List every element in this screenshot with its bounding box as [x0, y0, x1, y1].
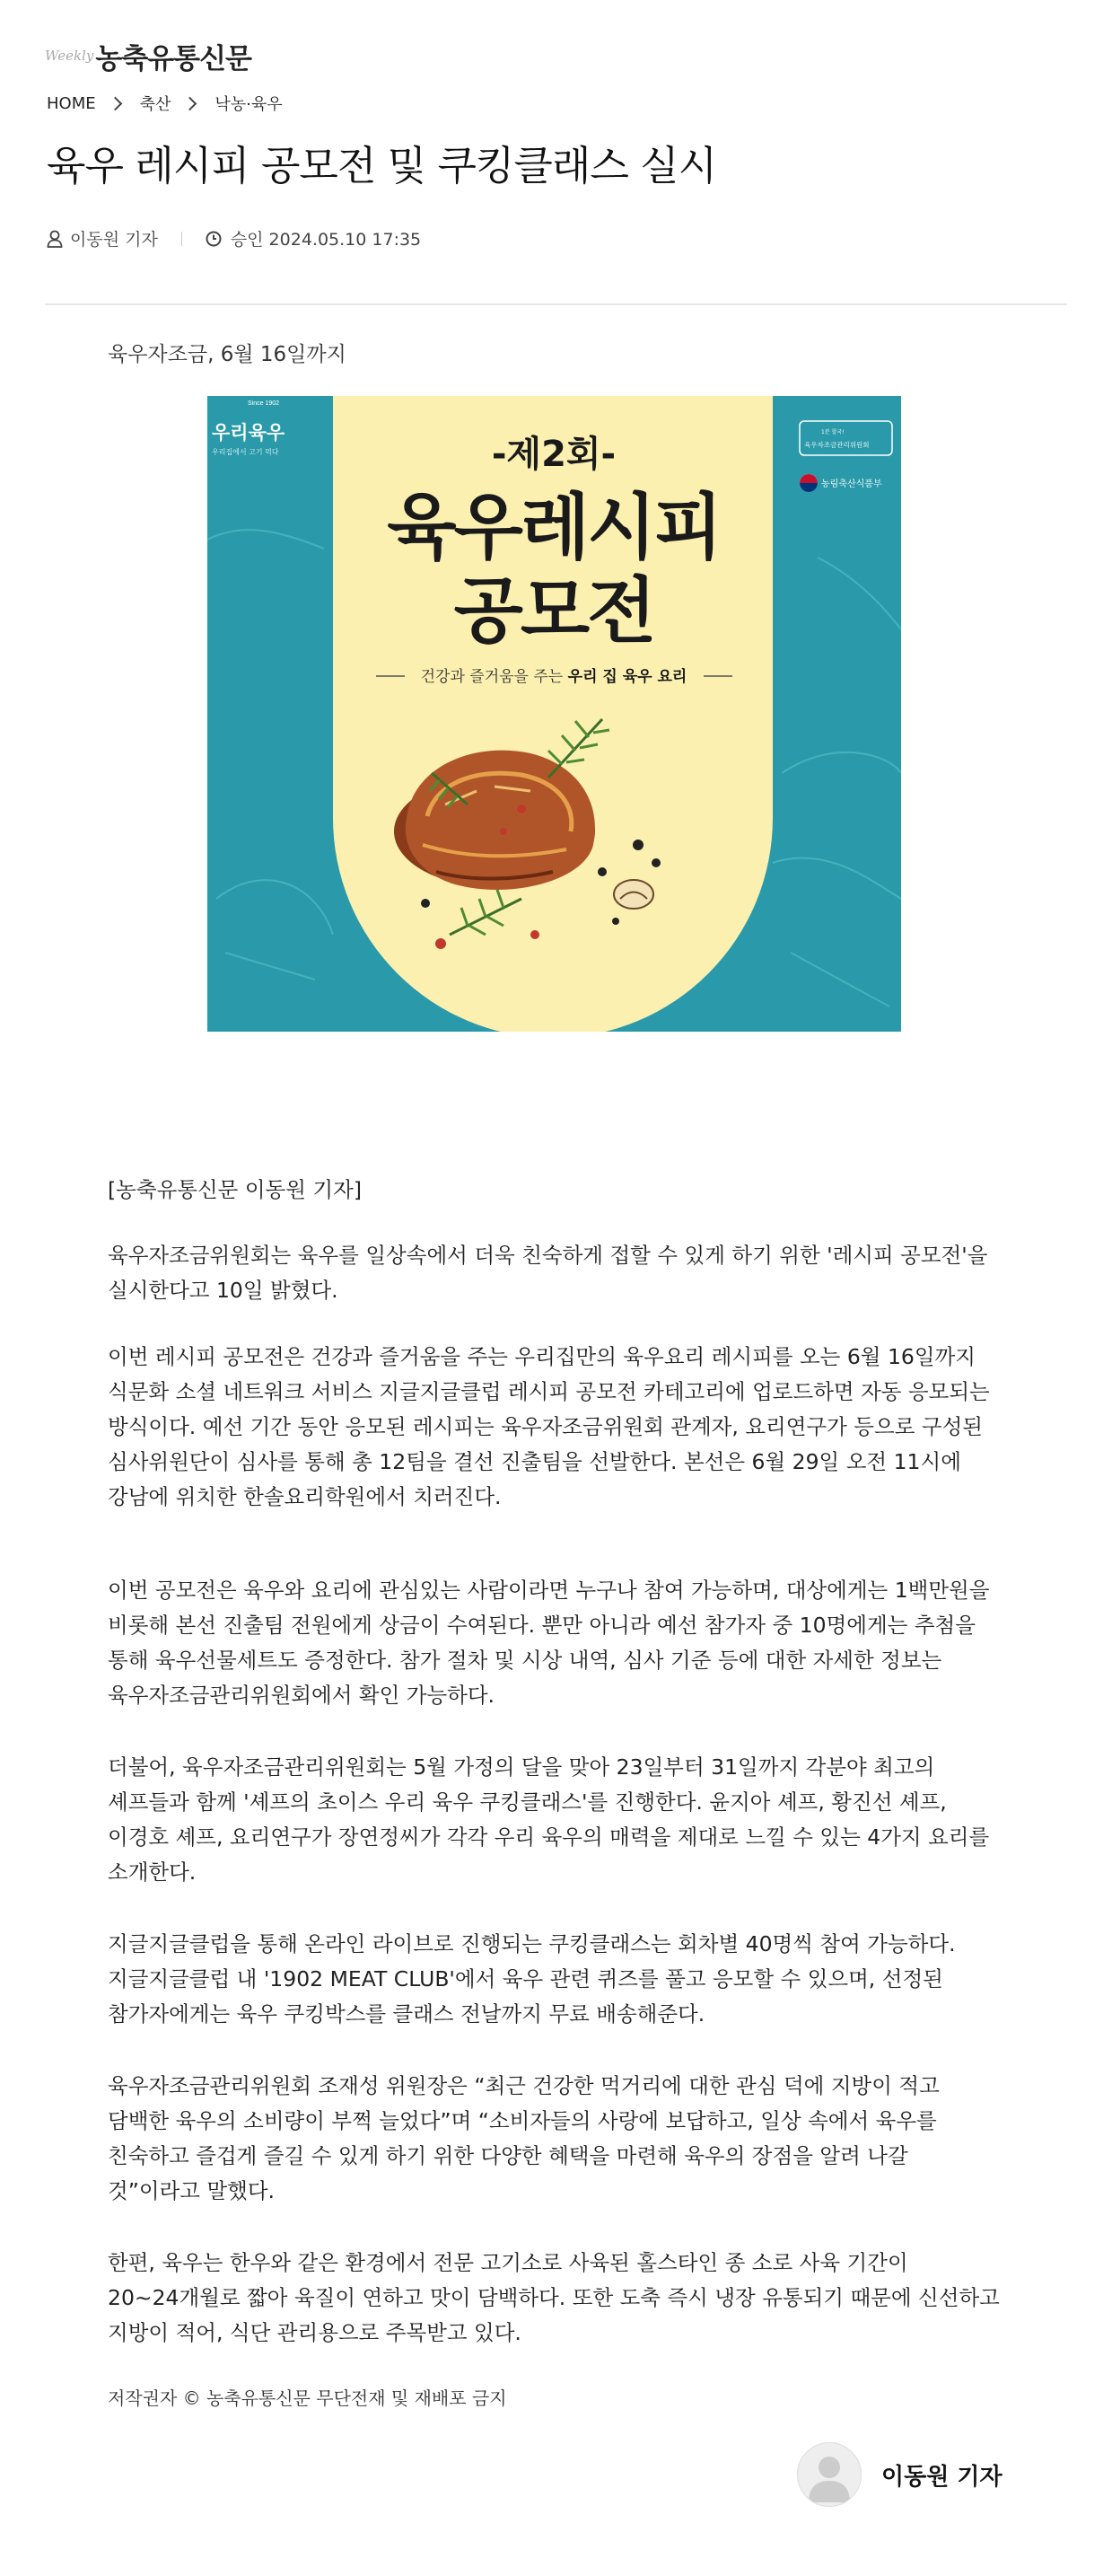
article-paragraph: [농축유통신문 이동원 기자] [108, 1177, 362, 1202]
poster-corner-tag-line1: 1분 할국! [821, 429, 845, 435]
copyright-notice: 저작권자 © 농축유통신문 무단전재 및 재배포 금지 [108, 2387, 507, 2409]
meta-divider [181, 232, 182, 246]
article-meta [47, 226, 421, 251]
logo-text: 농축유통신문 [95, 42, 251, 75]
author-label[interactable]: 이동원 기자 [70, 230, 158, 250]
author-name[interactable]: 이동원 기자 [881, 2463, 1003, 2491]
header-divider [45, 303, 1067, 305]
author-box[interactable] [797, 2442, 1003, 2507]
article-paragraph: 육우자조금관리위원회 조재성 위원장은 “최근 건강한 먹거리에 대한 관심 덕에 지방이 적고 담백한 육우의 소비량이 부쩍 늘었다”며 “소비자들의 사랑에 보답하고, 일상 속에서 육우를 친숙하고 즐겁게 즐길 수 있게 하기 위한 다양한 혜택을 마련해 육우의 장점을 알려 나갈 것”이라고 말했다. [108, 2073, 940, 2203]
article-paragraph: 한편, 육우는 한우와 같은 환경에서 전문 고기소로 사육된 홀스타인 종 소로 사육 기간이 20~24개월로 짧아 육질이 연하고 맛이 담백하다. 또한 도축 즉시 냉장 유통되기 때문에 신선하고 지방이 적어, 식단 관리용으로 주목받고 있다. [108, 2250, 1000, 2345]
article-paragraph: 이번 레시피 공모전은 건강과 즐거움을 주는 우리집만의 육우요리 레시피를 오는 6월 16일까지 식문화 소셜 네트워크 서비스 지글지글클럽 레시피 공모전 카테고리에 업로드하면 자동 응모되는 방식이다. 예선 기간 동안 응모된 레시피는 육우자조금위원회 관계자, 요리연구가 등으로 구성된 심사위원단이 심사를 통해 총 12팀을 결선 진출팀을 선발한다. 본선은 6월 29일 오전 11시에 강남에 위치한 한솔요리학원에서 치러진다. [108, 1344, 990, 1509]
breadcrumb [47, 92, 283, 115]
approved-date: 승인 2024.05.10 17:35 [230, 230, 422, 250]
article-paragraph: 육우자조금위원회는 육우를 일상속에서 더욱 친숙하게 접할 수 있게 하기 위한 '레시피 공모전'을 실시한다고 10일 밝혔다. [108, 1243, 988, 1303]
poster-tagline: 건강과 즐거움을 주는 우리 집 육우 요리 [420, 668, 687, 686]
poster-edition: -제2회- [491, 434, 617, 475]
poster-headline-2: 공모전 [453, 569, 654, 653]
chevron-right-icon [183, 96, 197, 110]
breadcrumb-dairy-beef[interactable]: 낙농·육우 [215, 95, 283, 114]
avatar-placeholder-icon [798, 2443, 861, 2506]
breadcrumb-home[interactable]: HOME [47, 93, 96, 113]
clock-icon [206, 231, 222, 247]
article-paragraph: 더불어, 육우자조금관리위원회는 5월 가정의 달을 맞아 23일부터 31일까지 각분야 최고의 셰프들과 함께 '셰프의 초이스 우리 육우 쿠킹클래스'를 진행한다. 윤지아 셰프, 황진선 셰프, 이경호 셰프, 요리연구가 장연정씨가 각각 우리 육우의 매력을 제대로 느낄 수 있는 4가지 요리를 소개한다. [108, 1754, 990, 1885]
article-paragraph: 이번 공모전은 육우와 요리에 관심있는 사람이라면 누구나 참여 가능하며, 대상에게는 1백만원을 비롯해 본선 진출팀 전원에게 상금이 수여된다. 뿐만 아니라 예선 참가자 중 10명에게는 추첨을 통해 육우선물세트도 증정한다. 참가 절차 및 시상 내역, 심사 기준 등에 대한 자세한 정보는 육우자조금관리위원회에서 확인 가능하다. [108, 1578, 990, 1708]
user-icon [47, 230, 63, 248]
article-subtitle: 육우자조금, 6월 16일까지 [108, 343, 346, 366]
poster-ministry: 농림축산식품부 [821, 479, 882, 489]
avatar [797, 2442, 862, 2507]
logo-script: Weekly [45, 48, 94, 64]
breadcrumb-livestock[interactable]: 축산 [139, 95, 171, 114]
poster-headline-1: 육우레시피 [387, 486, 721, 569]
poster-since-badge: Since 1902 [248, 400, 280, 407]
poster-brand: 우리육우 [212, 422, 285, 444]
article-paragraph: 지글지글클럽을 통해 온라인 라이브로 진행되는 쿠킹클래스는 회차별 40명씩 참여 가능하다. 지글지글클럽 내 '1902 MEAT CLUB'에서 육우 관련 퀴즈를 풀고 응모할 수 있으며, 선정된 참가자에게는 육우 쿠킹박스를 클래스 전날까지 무료 배송해준다. [108, 1931, 956, 2027]
chevron-right-icon [108, 96, 122, 110]
site-logo[interactable] [45, 38, 251, 74]
poster-brand-sub: 우리집에서 고기 먹다 [212, 448, 279, 456]
poster-corner-tag-line2: 육우자조금관리위원회 [804, 441, 870, 449]
article-title: 육우 레시피 공모전 및 쿠킹클래스 실시 [47, 142, 717, 189]
contest-poster-image [207, 396, 901, 1032]
